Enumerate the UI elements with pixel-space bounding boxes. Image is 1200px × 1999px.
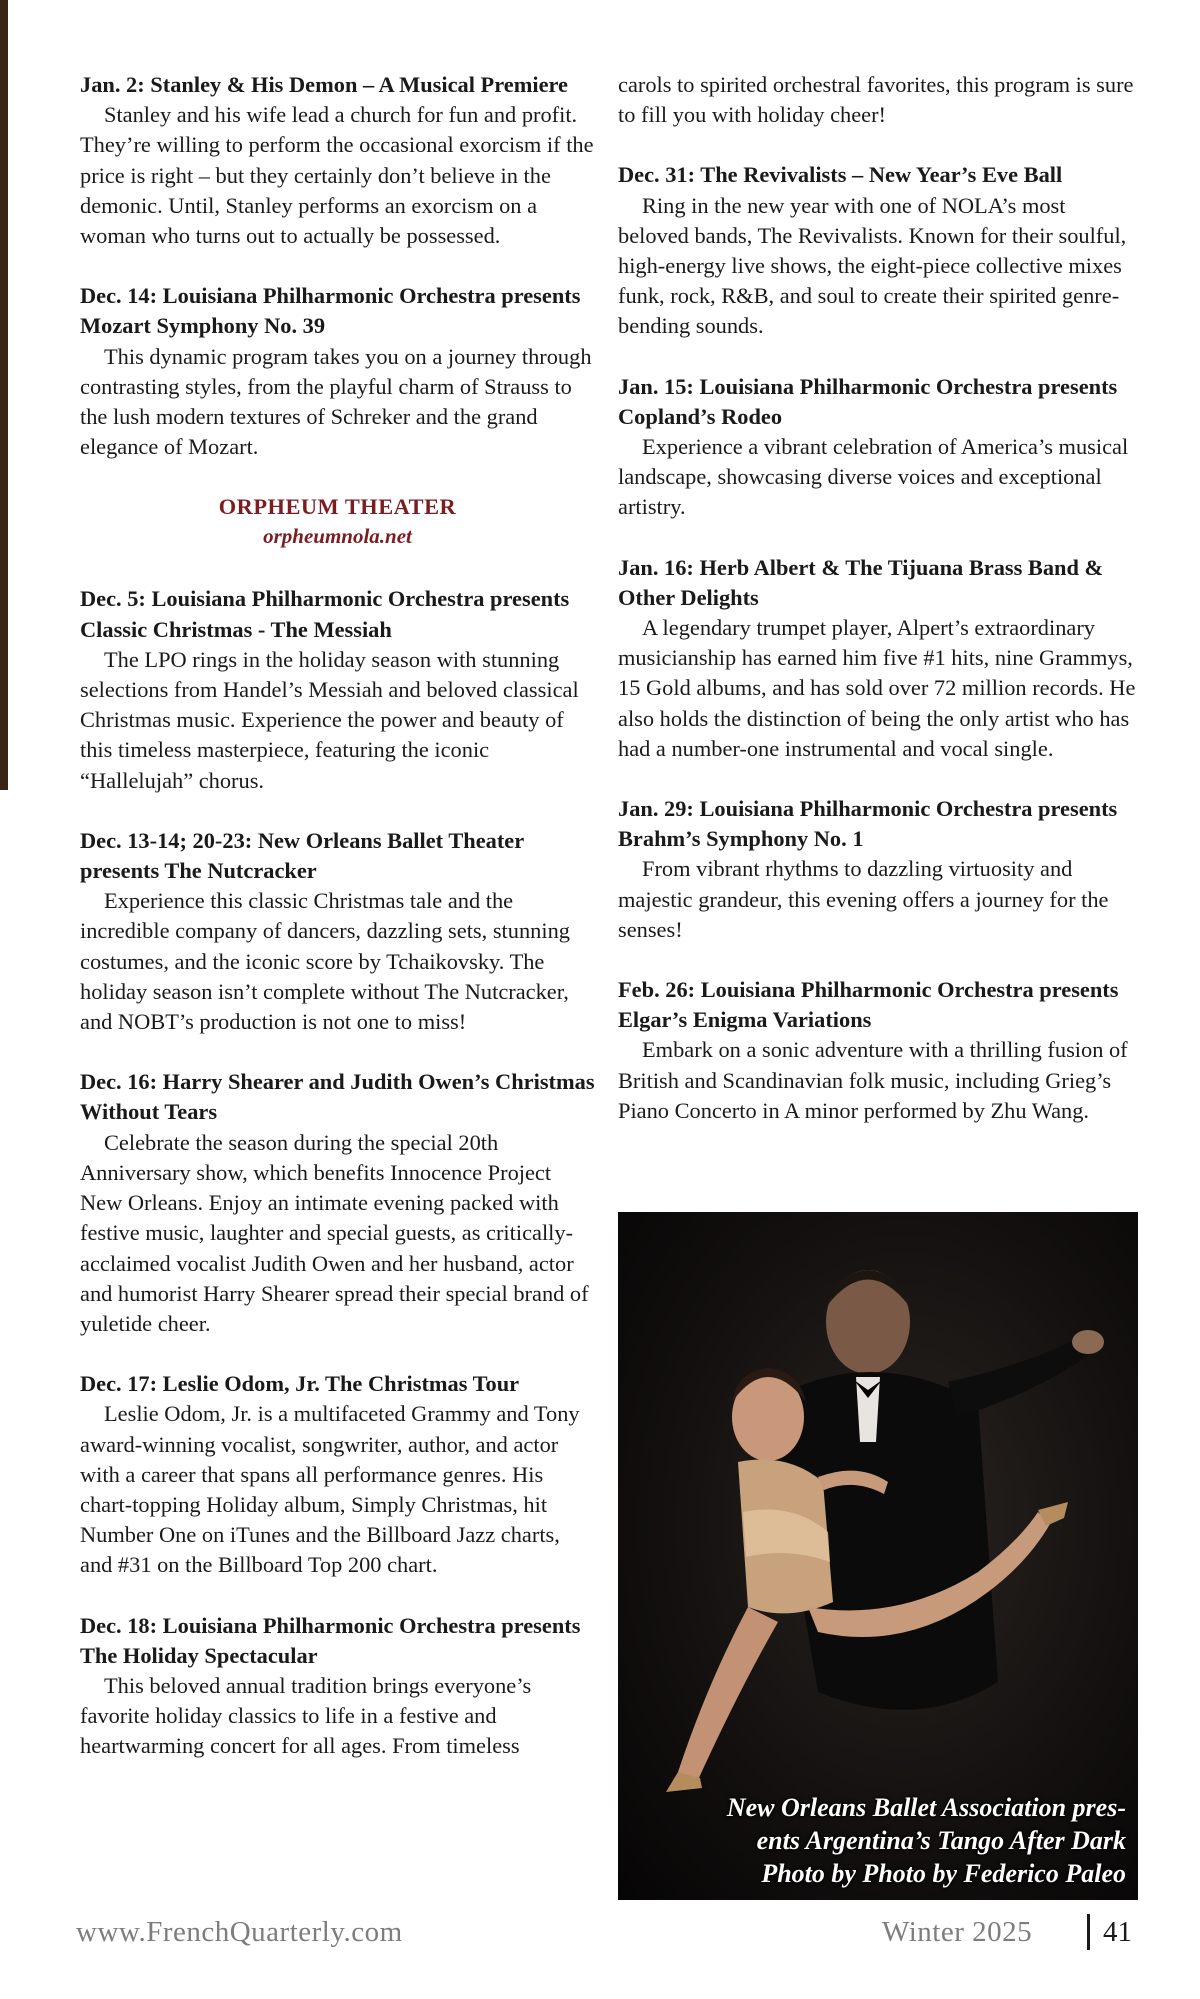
event-herb-albert bbox=[618, 553, 1138, 764]
left-edge-rule bbox=[0, 0, 8, 790]
caption-line: New Orleans Ballet Association pres- bbox=[726, 1793, 1126, 1822]
event-lpo-copland bbox=[618, 372, 1138, 523]
event-description: The LPO rings in the holiday season with stunning selections from Handel’s Messiah and beloved classical Christmas music. Experience the power and beauty of this timeless masterpiece, featuring the iconic “Hallelujah” chorus. bbox=[80, 646, 579, 793]
event-description: Experience this classic Christmas tale and the incredible company of dancers, dazzling sets, stunning costumes, and the iconic score by Tchaikovsky. The holiday season isn’t complete without The Nutcracker, and NOBT’s production is not one to miss! bbox=[80, 888, 570, 1035]
event-leslie-odom bbox=[80, 1369, 595, 1580]
event-description: Stanley and his wife lead a church for fun and profit. They’re willing to perform the occasional exorcism if the price is right – but they certainly don’t believe in the demonic. Until, Stanley performs an exorcism on a woman who turns out to actually be possessed. bbox=[80, 102, 594, 249]
event-heading: Dec. 14: Louisiana Philharmonic Orchestra presents Mozart Symphony No. 39 bbox=[80, 283, 581, 339]
venue-url: orpheumnola.net bbox=[263, 524, 412, 549]
caption-line: Photo by Photo by Federico Paleo bbox=[761, 1859, 1126, 1888]
caption-line: ents Argentina’s Tango After Dark bbox=[756, 1826, 1126, 1855]
event-lpo-messiah bbox=[80, 584, 595, 795]
event-heading: Feb. 26: Louisiana Philharmonic Orchestra presents Elgar’s Enigma Variations bbox=[618, 977, 1119, 1033]
event-heading: Dec. 17: Leslie Odom, Jr. The Christmas Tour bbox=[80, 1371, 520, 1397]
page-footer bbox=[0, 1914, 1200, 1954]
event-revivalists bbox=[618, 160, 1138, 341]
event-continuation bbox=[618, 70, 1138, 130]
event-heading: Dec. 5: Louisiana Philharmonic Orchestra presents Classic Christmas - The Messiah bbox=[80, 586, 570, 642]
event-description: Celebrate the season during the special 20th Anniversary show, which benefits Innocence Project New Orleans. Enjoy an intimate evening packed with festive music, laughter and special guests, as critically-acclaimed vocalist Judith Owen and her husband, actor and humorist Harry Shearer spread their special brand of yuletide cheer. bbox=[80, 1129, 589, 1336]
right-column bbox=[618, 70, 1138, 1156]
event-description: Ring in the new year with one of NOLA’s most beloved bands, The Revivalists. Known for their soulful, high-energy live shows, the eight-piece collective mixes funk, rock, R&B, and soul to create their spirited genre-bending sounds. bbox=[618, 192, 1127, 339]
event-lpo-mozart bbox=[80, 281, 595, 462]
footer-separator bbox=[1087, 1914, 1090, 1950]
venue-name: ORPHEUM THEATER bbox=[218, 494, 457, 520]
event-description: This beloved annual tradition brings everyone’s favorite holiday classics to life in a festive and heartwarming concert for all ages. From timeless bbox=[80, 1672, 532, 1759]
event-lpo-brahms bbox=[618, 794, 1138, 945]
event-nutcracker bbox=[80, 826, 595, 1037]
event-description: A legendary trumpet player, Alpert’s extraordinary musicianship has earned him five #1 hits, nine Grammys, 15 Gold albums, and has sold over 72 million records. He also holds the distinction of being the only artist who has had a number-one instrumental and vocal single. bbox=[618, 615, 1136, 761]
venue-header bbox=[80, 492, 595, 550]
event-description: From vibrant rhythms to dazzling virtuosity and majestic grandeur, this evening offers a journey for the senses! bbox=[618, 856, 1109, 942]
footer-website[interactable]: www.FrenchQuarterly.com bbox=[76, 1916, 403, 1948]
event-heading: Jan. 16: Herb Albert & The Tijuana Brass Band & Other Delights bbox=[618, 554, 1104, 610]
event-description: Experience a vibrant celebration of America’s musical landscape, showcasing diverse voices and exceptional artistry. bbox=[618, 434, 1129, 520]
event-stanley-demon bbox=[80, 70, 595, 251]
event-description: Embark on a sonic adventure with a thrilling fusion of British and Scandinavian folk music, including Grieg’s Piano Concerto in A minor performed by Zhu Wang. bbox=[618, 1037, 1128, 1123]
event-heading: Jan. 15: Louisiana Philharmonic Orchestra presents Copland’s Rodeo bbox=[618, 373, 1118, 429]
event-description: Leslie Odom, Jr. is a multifaceted Grammy and Tony award-winning vocalist, songwriter, author, and actor with a career that spans all performance genres. His chart-topping Holiday album, Simply Christmas, hit Number One on iTunes and the Billboard Jazz charts, and #31 on the Billboard Top 200 chart. bbox=[80, 1401, 580, 1578]
event-heading: Dec. 31: The Revivalists – New Year’s Eve Ball bbox=[618, 162, 1063, 188]
hands-clasped bbox=[1072, 1330, 1104, 1354]
female-leg-lower bbox=[678, 1607, 778, 1780]
event-heading: Dec. 16: Harry Shearer and Judith Owen’s Christmas Without Tears bbox=[80, 1069, 595, 1125]
left-column bbox=[80, 70, 595, 1792]
tango-photo bbox=[618, 1212, 1138, 1900]
event-description-continued: carols to spirited orchestral favorites, this program is sure to fill you with holiday cheer! bbox=[618, 72, 1134, 128]
footer-issue: Winter 2025 bbox=[882, 1916, 1033, 1948]
page-number: 41 bbox=[1103, 1916, 1132, 1948]
event-heading: Jan. 2: Stanley & His Demon – A Musical Premiere bbox=[80, 72, 568, 97]
event-heading: Jan. 29: Louisiana Philharmonic Orchestra presents Brahm’s Symphony No. 1 bbox=[618, 796, 1118, 852]
event-lpo-elgar bbox=[618, 975, 1138, 1126]
event-heading: Dec. 13-14; 20-23: New Orleans Ballet Theater presents The Nutcracker bbox=[80, 827, 524, 884]
event-holiday-spectacular bbox=[80, 1611, 595, 1762]
event-heading: Dec. 18: Louisiana Philharmonic Orchestra presents The Holiday Spectacular bbox=[80, 1612, 581, 1668]
event-description: This dynamic program takes you on a journey through contrasting styles, from the playful charm of Strauss to the lush modern textures of Schreker and the grand elegance of Mozart. bbox=[80, 343, 592, 460]
photo-caption bbox=[626, 1791, 1126, 1890]
event-christmas-without-tears bbox=[80, 1067, 595, 1339]
